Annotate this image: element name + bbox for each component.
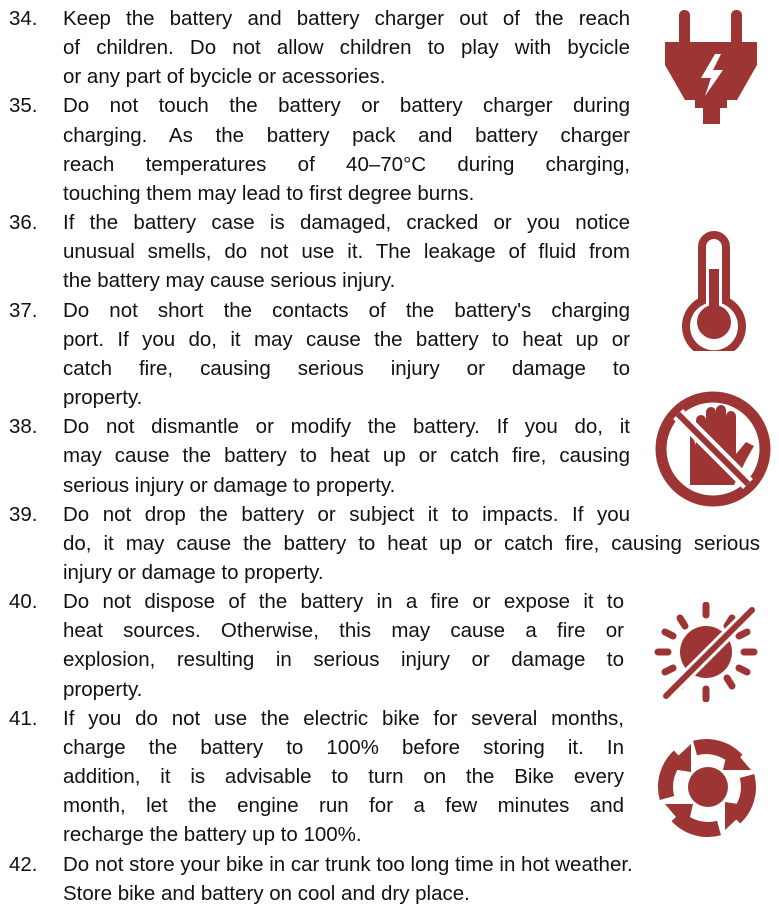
item-text-line: serious injury or damage to property. [63, 473, 396, 497]
item-text-line: addition, it is advisable to turn on the Bike every [63, 765, 624, 789]
item-number: 37. [9, 298, 38, 322]
no-touch-icon [654, 390, 772, 508]
item-text-line: port. If you do, it may cause the battery to heat up or [63, 327, 630, 351]
item-text-line: recharge the battery up to 100%. [63, 823, 362, 847]
item-text-line: property. [63, 386, 143, 410]
item-text-line: If the battery case is damaged, cracked or you notice [63, 211, 630, 235]
item-text-line: touching them may lead to first degree burns. [63, 181, 475, 205]
item-number: 39. [9, 502, 38, 526]
thermometer-icon [682, 229, 746, 351]
no-sun-icon [654, 602, 758, 702]
item-text-line: catch fire, causing serious injury or damage to [63, 356, 630, 380]
item-text-line: month, let the engine run for a few minutes and [63, 794, 624, 818]
item-text-line: or any part of bycicle or acessories. [63, 65, 386, 89]
item-text-line: Do not short the contacts of the battery's charging [63, 298, 630, 322]
list-item [0, 500, 773, 587]
item-text-line: of children. Do not allow children to play with bycicle [63, 36, 630, 60]
item-text-line: Do not touch the battery or battery charger during [63, 94, 630, 118]
item-text-line: injury or damage to property. [63, 560, 324, 584]
item-number: 40. [9, 590, 38, 614]
item-number: 38. [9, 415, 38, 439]
item-text-line: reach temperatures of 40–70°C during charging, [63, 152, 630, 176]
item-number: 35. [9, 94, 38, 118]
recycle-arrows-icon [655, 734, 761, 840]
list-item [0, 91, 773, 208]
list-item [0, 208, 773, 295]
item-number: 42. [9, 852, 38, 876]
item-text-line: heat sources. Otherwise, this may cause a fire or [63, 619, 624, 643]
item-text-line: explosion, resulting in serious injury or damage to [63, 648, 624, 672]
item-text-line: Do not store your bike in car trunk too long time in hot weather. [63, 852, 633, 876]
item-text-line: unusual smells, do not use it. The leakage of fluid from [63, 240, 630, 264]
list-item [0, 850, 773, 908]
list-item [0, 4, 773, 91]
item-text-line: the battery may cause serious injury. [63, 269, 396, 293]
item-number: 36. [9, 211, 38, 235]
item-text-line: may cause the battery to heat up or catch fire, causing [63, 444, 630, 468]
item-text-line: charging. As the battery pack and battery charger [63, 123, 630, 147]
item-text-line: Keep the battery and battery charger out of the reach [63, 7, 630, 30]
item-text-line: Do not dismantle or modify the battery. If you do, it [63, 415, 630, 439]
plug-icon [665, 10, 757, 126]
item-text-line: Do not dispose of the battery in a fire or expose it to [63, 590, 624, 614]
item-text-line: charge the battery to 100% before storing it. In [63, 735, 624, 759]
item-text-line: If you do not use the electric bike for several months, [63, 706, 624, 730]
item-number: 34. [9, 7, 38, 30]
item-number: 41. [9, 706, 38, 730]
item-text-line: property. [63, 677, 143, 701]
item-text-line: Store bike and battery on cool and dry place. [63, 881, 470, 905]
item-text-line: Do not drop the battery or subject it to impacts. If you [63, 502, 630, 526]
item-text-line: do, it may cause the battery to heat up or catch fire, causing serious [63, 531, 760, 555]
